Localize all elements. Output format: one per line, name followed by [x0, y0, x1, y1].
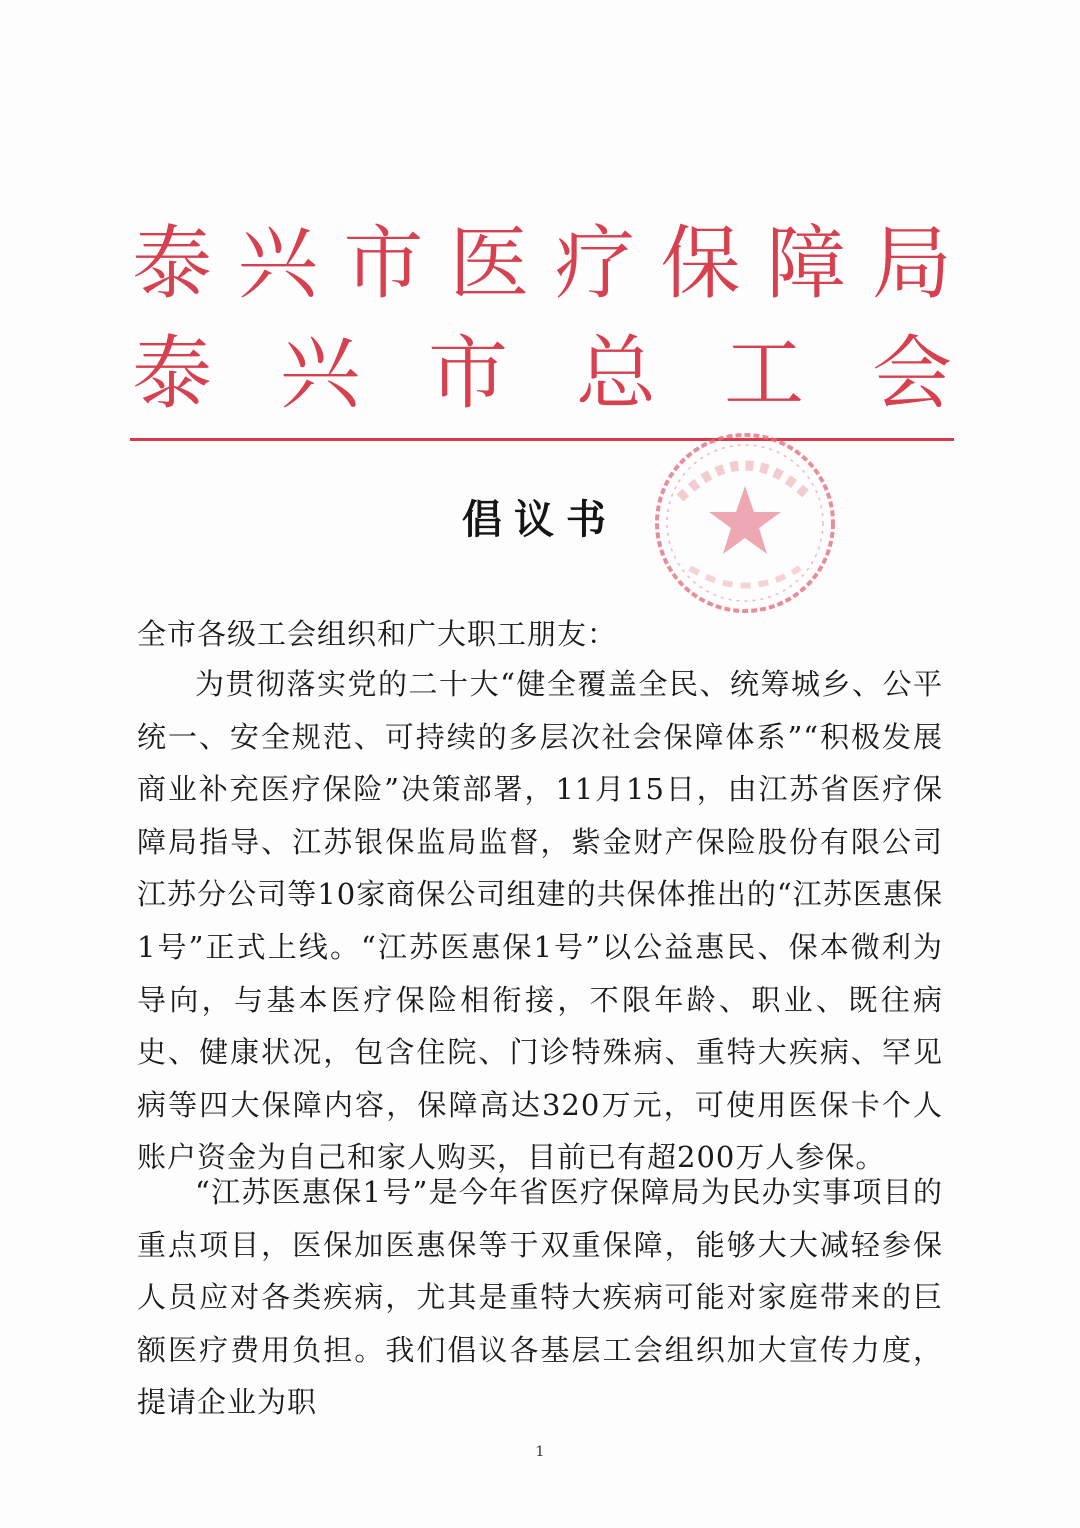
issuer-char: 疗 [554, 217, 635, 310]
issuer-char: 总 [576, 327, 656, 420]
issuer-line-medical-security-bureau [132, 217, 952, 310]
issuer-char: 保 [660, 217, 741, 310]
issuer-char: 市 [428, 327, 508, 420]
body-paragraph: “江苏医惠保1号”是今年省医疗保障局为民办实事项目的重点项目，医保加医惠保等于双重保障，能够大大减轻参保人员应对各类疾病，尤其是重特大疾病可能对家庭带来的巨额医疗费用负担。我们倡议各基层工会组织加大宣传力度，提请企业为职 [137, 1175, 943, 1420]
issuer-char: 泰 [132, 327, 212, 420]
issuer-char: 兴 [237, 217, 318, 310]
page-number: 1 [535, 1444, 545, 1460]
issuer-char: 工 [724, 327, 804, 420]
body-paragraph: 为贯彻落实党的二十大“健全覆盖全民、统筹城乡、公平统一、安全规范、可持续的多层次社会保障体系”“积极发展商业补充医疗保险”决策部署，11月15日，由江苏省医疗保障局指导、江苏银保监局监督，紫金财产保险股份有限公司江苏分公司等10家商保公司组建的共保体推出的“江苏医惠保1号”正式上线。“江苏医惠保1号”以公益惠民、保本微利为导向，与基本医疗保险相衔接，不限年龄、职业、既往病史、健康状况，包含住院、门诊特殊病、重特大疾病、罕见病等四大保障内容，保障高达320万元，可使用医保卡个人账户资金为自己和家人购买，目前已有超200万人参保。 [137, 667, 943, 1175]
salutation: 全市各级工会组织和广大职工朋友： [137, 617, 618, 651]
issuer-char: 医 [449, 217, 530, 310]
issuer-char: 会 [872, 327, 952, 420]
issuer-line-trade-union [132, 327, 952, 420]
document-title: 倡议书 [462, 496, 618, 543]
issuer-char: 泰 [132, 217, 212, 310]
issuer-char: 局 [871, 217, 952, 310]
issuer-char: 兴 [280, 327, 360, 420]
issuer-char: 障 [766, 217, 847, 310]
issuer-char: 市 [343, 217, 424, 310]
